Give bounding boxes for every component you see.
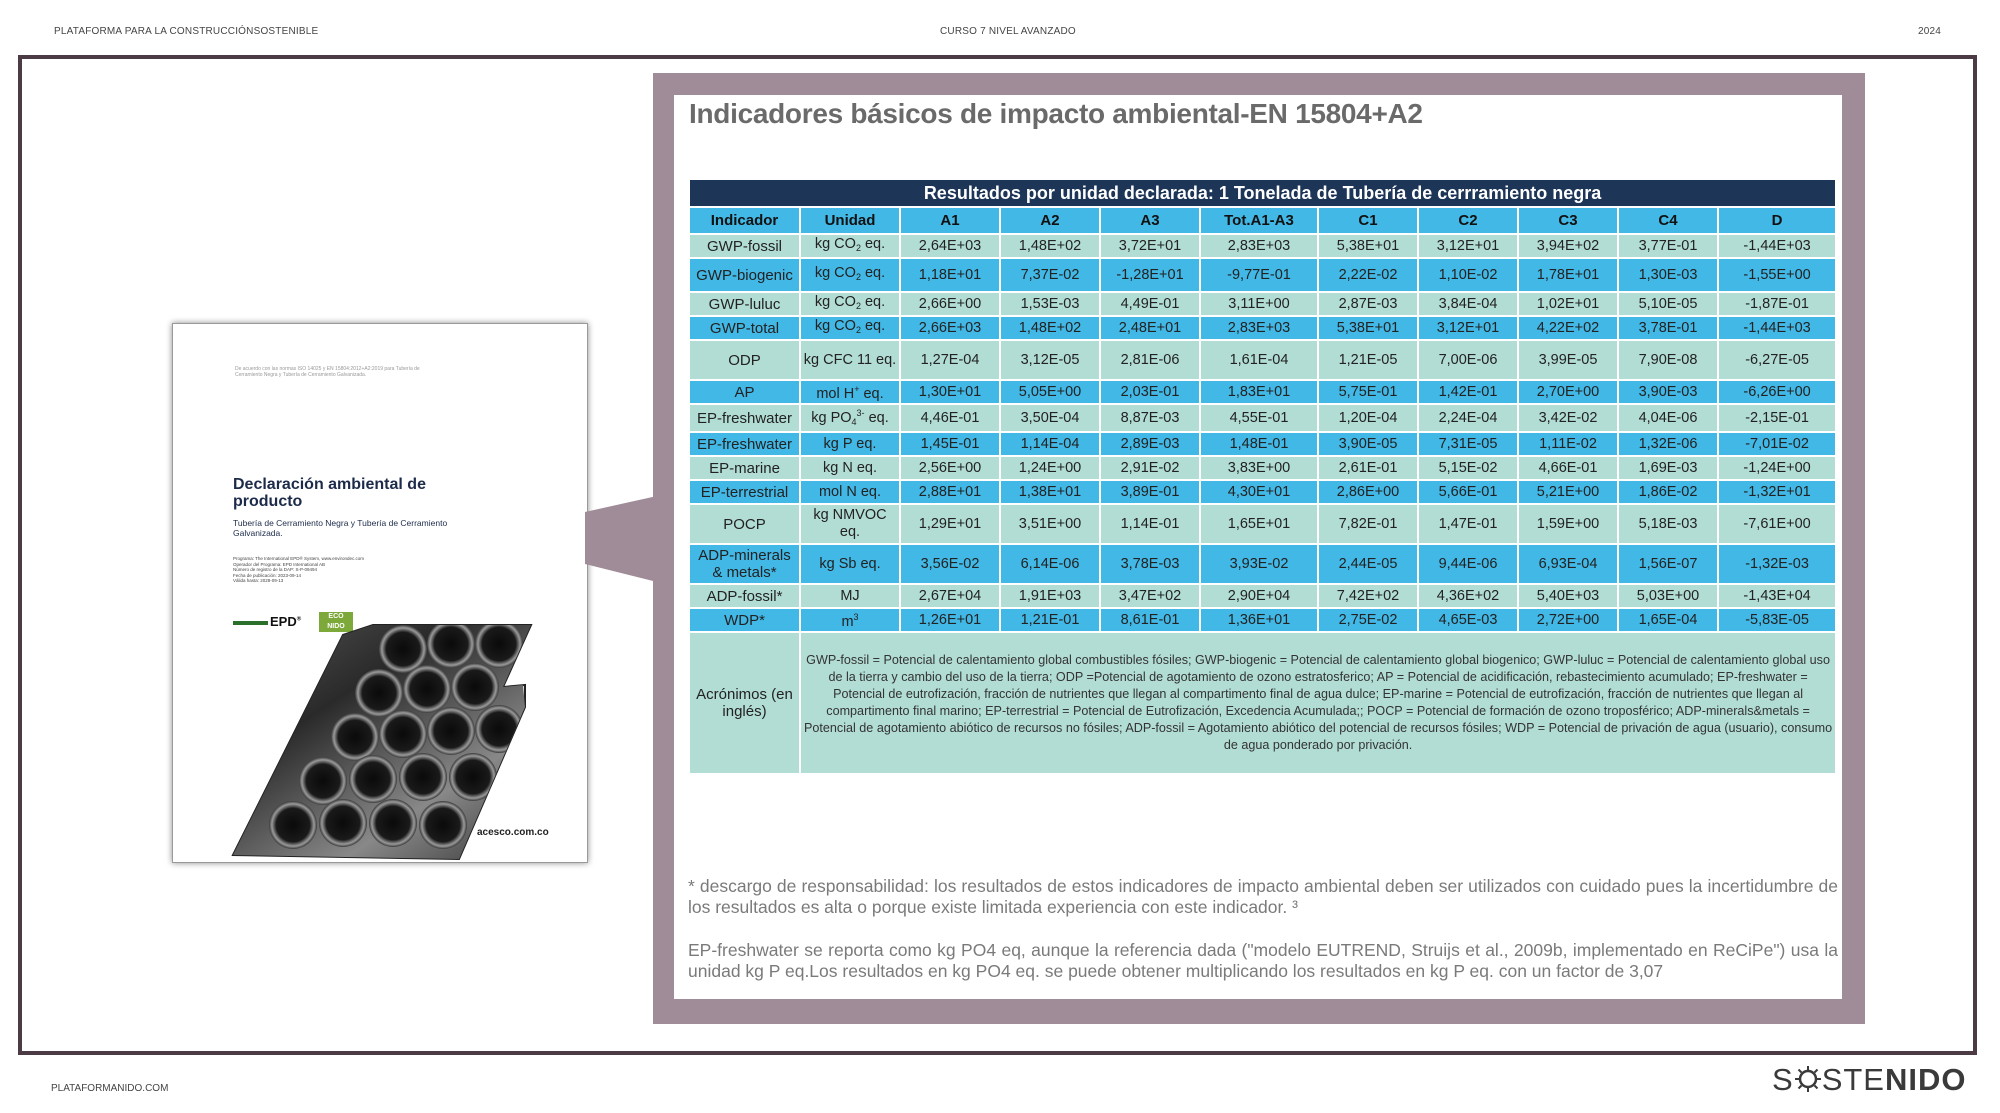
brochure-url: acesco.com.co [477,827,549,838]
value-cell: 1,53E-03 [1000,292,1100,316]
value-cell: 5,10E-05 [1618,292,1718,316]
value-cell: 1,18E+01 [900,258,1000,292]
value-cell: 5,05E+00 [1000,380,1100,404]
value-cell: 1,91E+03 [1000,584,1100,608]
value-cell: 2,56E+00 [900,456,1000,480]
brochure-meta: Programa: The International EPD® System, www.environdec.com Operador del Programa: EPD International AB Número de registro de la DAP: S-P-09494 Fecha de publicación: 2023-09-14 Válida hasta: 2028-09-13 [233,556,365,583]
table-row [689,292,1836,316]
value-cell: -6,26E+00 [1718,380,1836,404]
unit-superscript: 3 [853,612,859,622]
value-cell: 2,24E-04 [1418,404,1518,432]
table-row [689,380,1836,404]
value-cell: 2,75E-02 [1318,608,1418,632]
value-cell: 5,15E-02 [1418,456,1518,480]
indicator-cell: ADP-minerals & metals* [689,544,800,584]
indicator-cell: EP-marine [689,456,800,480]
value-cell: 1,65E-04 [1618,608,1718,632]
value-cell: 1,21E-01 [1000,608,1100,632]
value-cell: 1,65E+01 [1200,504,1318,544]
logo-part-2: STE [1821,1062,1885,1097]
value-cell: 1,27E-04 [900,340,1000,380]
value-cell: 1,14E-01 [1100,504,1200,544]
value-cell: 3,84E-04 [1418,292,1518,316]
value-cell: 2,88E+01 [900,480,1000,504]
value-cell: 2,67E+04 [900,584,1000,608]
unit-text: kg CO [814,264,856,281]
logo-o-icon [1794,1065,1822,1093]
indicator-cell: POCP [689,504,800,544]
unit-cell [800,544,900,584]
unit-cell [800,480,900,504]
acronyms-label: Acrónimos (en inglés) [689,632,800,774]
value-cell: 7,31E-05 [1418,432,1518,456]
value-cell: 1,38E+01 [1000,480,1100,504]
unit-suffix: eq. [860,235,886,252]
value-cell: 3,50E-04 [1000,404,1100,432]
value-cell: 4,36E+02 [1418,584,1518,608]
value-cell: 3,77E-01 [1618,234,1718,258]
value-cell: 1,86E-02 [1618,480,1718,504]
unit-subscript: 2 [855,300,861,311]
value-cell: 1,42E-01 [1418,380,1518,404]
unit-cell [800,432,900,456]
acronyms-text: GWP-fossil = Potencial de calentamiento global combustibles fósiles; GWP-biogenic = Potencial de calentamiento global biogenico; GWP-luluc = Potencial de calentamiento global uso de la tierra y cambio del uso de la tierra; ODP =Potencial de agotamiento de ozono estratosferico; AP = Potencial de acidificación, rebastecimiento acumulado; EP-freshwater = Potencial de eutrofización, fracción de nutrientes que llegan al compartimento final de agua dulce; EP-marine = Potencial de eutrofización, fracción de nutrientes que llegan al compartimento final marino; EP-terrestrial = Potencial de Eutrofización, Excedencia Acumulada;; POCP = Potencial de formación de ozono troposférico; ADP-minerals&metals = Potencial de agotamiento abiótico de recursos no fósiles; ADP-fossil = Agotamiento abiótico del potencial de recursos fósiles; WDP = Potencial de privación de agua (usuario), consumo de agua ponderado por privación. [800,632,1836,774]
unit-cell [800,584,900,608]
value-cell: 1,02E+01 [1518,292,1618,316]
value-cell: 5,66E-01 [1418,480,1518,504]
unit-cell [800,292,900,316]
value-cell: 5,38E+01 [1318,234,1418,258]
value-cell: 1,26E+01 [900,608,1000,632]
value-cell: 1,29E+01 [900,504,1000,544]
unit-text: kg PO [811,410,852,426]
value-cell: 1,47E-01 [1418,504,1518,544]
value-cell: 1,21E-05 [1318,340,1418,380]
unit-cell [800,608,900,632]
value-cell: 8,87E-03 [1100,404,1200,432]
value-cell: 5,21E+00 [1518,480,1618,504]
value-cell: 1,45E-01 [900,432,1000,456]
callout-connector [585,490,657,590]
value-cell: 2,64E+03 [900,234,1000,258]
value-cell: 1,48E+02 [1000,234,1100,258]
indicator-cell: AP [689,380,800,404]
value-cell: 7,37E-02 [1000,258,1100,292]
epd-brochure-image [172,323,588,863]
unit-superscript: 3- [856,408,865,418]
epd-logo: EPD® [233,614,301,629]
unit-cell [800,316,900,340]
column-header: A2 [1000,207,1100,234]
value-cell: 2,91E-02 [1100,456,1200,480]
unit-cell [800,504,900,544]
value-cell: 2,83E+03 [1200,316,1318,340]
value-cell: 1,11E-02 [1518,432,1618,456]
value-cell: 7,82E-01 [1318,504,1418,544]
unit-text: mol H [816,386,855,402]
value-cell: 3,56E-02 [900,544,1000,584]
value-cell: -1,87E-01 [1718,292,1836,316]
value-cell: 7,00E-06 [1418,340,1518,380]
value-cell: -1,55E+00 [1718,258,1836,292]
value-cell: 9,44E-06 [1418,544,1518,584]
value-cell: 3,94E+02 [1518,234,1618,258]
value-cell: 3,90E-05 [1318,432,1418,456]
value-cell: -1,32E-03 [1718,544,1836,584]
unit-text: kg NMVOC eq. [813,507,887,540]
value-cell: 4,46E-01 [900,404,1000,432]
value-cell: 2,22E-02 [1318,258,1418,292]
indicator-cell: EP-terrestrial [689,480,800,504]
unit-text: kg CFC 11 eq. [803,351,897,368]
unit-text: m [841,614,854,630]
value-cell: 1,56E-07 [1618,544,1718,584]
value-cell: 3,47E+02 [1100,584,1200,608]
logo-part-1: S [1772,1062,1794,1097]
indicator-cell: GWP-luluc [689,292,800,316]
indicator-cell: WDP* [689,608,800,632]
value-cell: 3,93E-02 [1200,544,1318,584]
ep-freshwater-note: EP-freshwater se reporta como kg PO4 eq, aunque la referencia dada ("modelo EUTREND, Struijs et al., 2009b, implementado en ReCiPe") usa la unidad kg P eq.Los resultados en kg PO4 eq. se puede obtener multiplicando los resultados en kg P eq. con un factor de 3,07 [688,940,1838,981]
unit-text: kg CO [814,235,856,252]
unit-superscript: + [854,384,860,394]
sostenido-logo [1772,1062,1966,1098]
value-cell: 1,30E+01 [900,380,1000,404]
column-header: C1 [1318,207,1418,234]
value-cell: 1,48E+02 [1000,316,1100,340]
unit-suffix: eq. [860,293,886,310]
value-cell: 1,30E-03 [1618,258,1718,292]
brochure-small-text: De acuerdo con las normas ISO 14025 y EN 15804:2012+A2:2019 para Tubería de Cerramiento Negra y Tubería de Cerramiento Galvanizada. [235,366,420,378]
value-cell: -5,83E-05 [1718,608,1836,632]
indicator-cell: GWP-biogenic [689,258,800,292]
unit-text: kg CO [814,293,856,310]
unit-suffix: eq. [860,264,886,281]
value-cell: -1,24E+00 [1718,456,1836,480]
header-right: 2024 [1918,26,1942,37]
unit-text: kg CO [814,317,856,334]
column-header: C2 [1418,207,1518,234]
unit-cell [800,456,900,480]
unit-text: kg P eq. [823,435,877,452]
table-row [689,432,1836,456]
table-row [689,584,1836,608]
value-cell: -6,27E-05 [1718,340,1836,380]
unit-cell [800,234,900,258]
table-row [689,234,1836,258]
acronyms-row [689,632,1836,774]
value-cell: 2,66E+00 [900,292,1000,316]
value-cell: -1,28E+01 [1100,258,1200,292]
indicator-cell: EP-freshwater [689,432,800,456]
indicator-cell: GWP-fossil [689,234,800,258]
value-cell: 2,83E+03 [1200,234,1318,258]
value-cell: 3,72E+01 [1100,234,1200,258]
value-cell: -1,44E+03 [1718,316,1836,340]
column-header: C4 [1618,207,1718,234]
unit-cell [800,380,900,404]
footer-website: PLATAFORMANIDO.COM [51,1083,169,1094]
unit-cell [800,404,900,432]
eco-logo: ECO NIDO [319,612,353,632]
value-cell: 1,36E+01 [1200,608,1318,632]
value-cell: 2,72E+00 [1518,608,1618,632]
value-cell: 3,78E-03 [1100,544,1200,584]
value-cell: 1,20E-04 [1318,404,1418,432]
value-cell: 5,38E+01 [1318,316,1418,340]
value-cell: -2,15E-01 [1718,404,1836,432]
value-cell: 4,65E-03 [1418,608,1518,632]
indicator-cell: ODP [689,340,800,380]
value-cell: 8,61E-01 [1100,608,1200,632]
logo-part-3: NIDO [1884,1062,1967,1097]
unit-subscript: 2 [855,242,861,253]
value-cell: 2,81E-06 [1100,340,1200,380]
unit-subscript: 4 [851,417,857,427]
value-cell: 1,14E-04 [1000,432,1100,456]
value-cell: -1,32E+01 [1718,480,1836,504]
table-row [689,608,1836,632]
value-cell: 1,83E+01 [1200,380,1318,404]
unit-cell [800,258,900,292]
table-row [689,340,1836,380]
header-center: CURSO 7 NIVEL AVANZADO [940,26,1076,37]
value-cell: 3,90E-03 [1618,380,1718,404]
indicator-cell: GWP-total [689,316,800,340]
value-cell: 1,32E-06 [1618,432,1718,456]
value-cell: 1,24E+00 [1000,456,1100,480]
value-cell: 2,70E+00 [1518,380,1618,404]
column-header: A1 [900,207,1000,234]
value-cell: 2,86E+00 [1318,480,1418,504]
value-cell: -7,61E+00 [1718,504,1836,544]
unit-text: kg Sb eq. [819,555,881,572]
value-cell: 3,42E-02 [1518,404,1618,432]
header-left: PLATAFORMA PARA LA CONSTRUCCIÓNSOSTENIBLE [54,26,319,37]
unit-text: MJ [840,587,860,604]
value-cell: -1,44E+03 [1718,234,1836,258]
table-row [689,504,1836,544]
epd-logo-text: EPD [270,614,297,629]
value-cell: 3,83E+00 [1200,456,1318,480]
value-cell: -1,43E+04 [1718,584,1836,608]
table-row [689,480,1836,504]
value-cell: 2,87E-03 [1318,292,1418,316]
column-header: D [1718,207,1836,234]
value-cell: 7,42E+02 [1318,584,1418,608]
indicator-cell: ADP-fossil* [689,584,800,608]
value-cell: 6,93E-04 [1518,544,1618,584]
table-row [689,456,1836,480]
value-cell: 1,59E+00 [1518,504,1618,544]
value-cell: -9,77E-01 [1200,258,1318,292]
value-cell: 2,61E-01 [1318,456,1418,480]
value-cell: 3,99E-05 [1518,340,1618,380]
value-cell: 7,90E-08 [1618,340,1718,380]
unit-subscript: 2 [855,271,861,282]
value-cell: 3,12E+01 [1418,234,1518,258]
brochure-subtitle: Tubería de Cerramiento Negra y Tubería de Cerramiento Galvanizada. [233,518,448,538]
value-cell: 2,89E-03 [1100,432,1200,456]
unit-text: mol N eq. [818,483,882,500]
value-cell: 4,22E+02 [1518,316,1618,340]
value-cell: 2,90E+04 [1200,584,1318,608]
unit-suffix: eq. [860,317,886,334]
value-cell: 2,48E+01 [1100,316,1200,340]
page-title: Indicadores básicos de impacto ambiental-EN 15804+A2 [689,98,1423,129]
value-cell: 4,04E-06 [1618,404,1718,432]
table-row [689,404,1836,432]
unit-text: kg N eq. [823,459,877,476]
results-table [688,178,1837,775]
table-row [689,544,1836,584]
value-cell: 3,11E+00 [1200,292,1318,316]
indicator-cell: EP-freshwater [689,404,800,432]
value-cell: 3,51E+00 [1000,504,1100,544]
value-cell: -7,01E-02 [1718,432,1836,456]
value-cell: 4,55E-01 [1200,404,1318,432]
value-cell: 3,12E-05 [1000,340,1100,380]
value-cell: 4,30E+01 [1200,480,1318,504]
value-cell: 5,18E-03 [1618,504,1718,544]
steel-pipes-image [173,589,587,862]
value-cell: 2,44E-05 [1318,544,1418,584]
value-cell: 4,66E-01 [1518,456,1618,480]
table-row [689,316,1836,340]
value-cell: 1,61E-04 [1200,340,1318,380]
value-cell: 3,12E+01 [1418,316,1518,340]
value-cell: 1,69E-03 [1618,456,1718,480]
column-header: Unidad [800,207,900,234]
value-cell: 3,78E-01 [1618,316,1718,340]
unit-cell [800,340,900,380]
value-cell: 3,89E-01 [1100,480,1200,504]
value-cell: 1,78E+01 [1518,258,1618,292]
column-header: Tot.A1-A3 [1200,207,1318,234]
value-cell: 5,40E+03 [1518,584,1618,608]
table-caption: Resultados por unidad declarada: 1 Tonelada de Tubería de cerrramiento negra [689,179,1836,207]
disclaimer-note: * descargo de responsabilidad: los resultados de estos indicadores de impacto ambiental deben ser utilizados con cuidado pues la incertidumbre de los resultados es alta o porque existe limitada experiencia con este indicador. ³ [688,876,1838,917]
column-header: A3 [1100,207,1200,234]
column-header: C3 [1518,207,1618,234]
value-cell: 4,49E-01 [1100,292,1200,316]
brochure-title: Declaración ambiental de producto [233,476,426,510]
value-cell: 1,10E-02 [1418,258,1518,292]
unit-suffix: eq. [864,410,889,426]
unit-suffix: eq. [859,386,884,402]
unit-subscript: 2 [855,324,861,335]
column-header: Indicador [689,207,800,234]
value-cell: 1,48E-01 [1200,432,1318,456]
value-cell: 2,03E-01 [1100,380,1200,404]
table-row [689,258,1836,292]
value-cell: 2,66E+03 [900,316,1000,340]
value-cell: 5,75E-01 [1318,380,1418,404]
value-cell: 5,03E+00 [1618,584,1718,608]
value-cell: 6,14E-06 [1000,544,1100,584]
